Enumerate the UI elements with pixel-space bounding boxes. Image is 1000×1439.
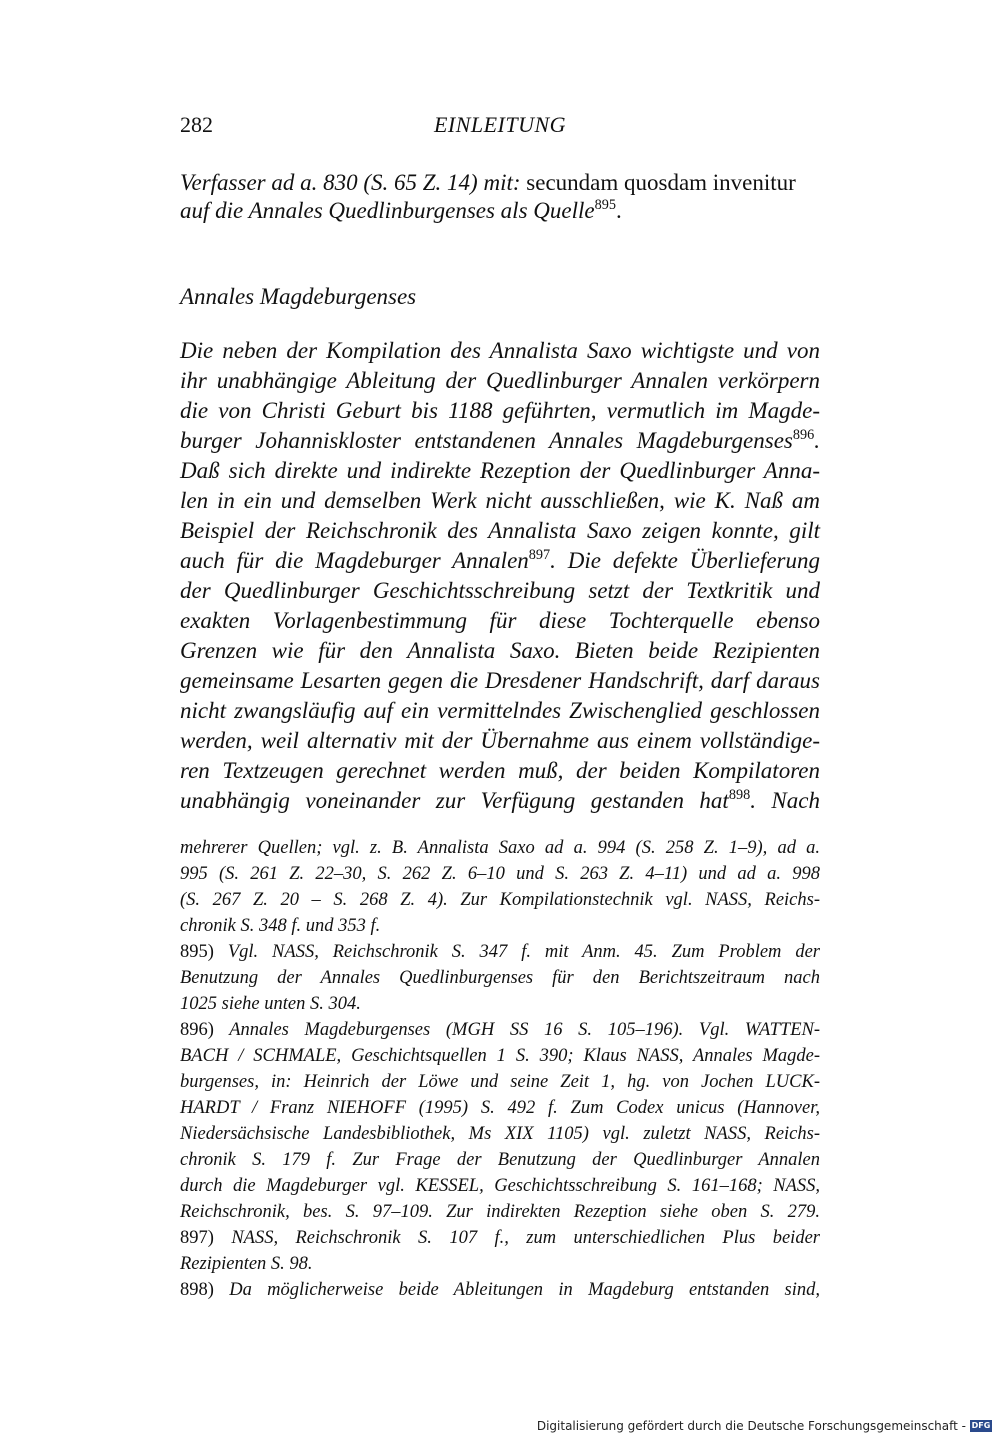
footnote-continuation-line: chronik S. 348 f. und 353 f. (180, 916, 381, 936)
footnote-897 (180, 1228, 820, 1249)
footnote-line: Reichschronik, bes. S. 97–109. Zur indirekten Rezeption siehe oben S. 279. (180, 1202, 820, 1222)
body-line: exakten Vorlagenbestimmung für diese Tochterquelle ebenso (180, 608, 820, 633)
footnote-text: NASS, Reichschronik S. 107 f., zum unterschiedlichen Plus beider (213, 1228, 820, 1248)
footnote-898 (180, 1280, 820, 1301)
footnote-continuation-line: 995 (S. 261 Z. 22–30, S. 262 Z. 6–10 und S. 263 Z. 4–11) und ad a. 998 (180, 864, 820, 884)
body-line: Grenzen wie für den Annalista Saxo. Bieten beide Rezipienten (180, 638, 820, 663)
body-line-text: auch für die Magdeburger Annalen (180, 548, 529, 573)
body-line: Die neben der Kompilation des Annalista Saxo wichtigste und von (180, 338, 820, 363)
footnote-continuation-line: mehrerer Quellen; vgl. z. B. Annalista Saxo ad a. 994 (S. 258 Z. 1–9), ad a. (180, 838, 820, 858)
footnote-ref-895[interactable]: 895 (594, 197, 616, 214)
body-line-text: burger Johanniskloster entstandenen Annales Magdeburgenses (180, 428, 793, 453)
footnote-text: Vgl. NASS, Reichschronik S. 347 f. mit Anm. 45. Zum Problem der (213, 942, 820, 962)
body-line-text: unabhängig voneinander zur Verfügung gestanden hat (180, 788, 729, 813)
body-line-with-ref (180, 428, 820, 454)
footnote-number: 895) (180, 942, 214, 962)
footnote-line: Niedersächsische Landesbibliothek, Ms XIX 1105) vgl. zuletzt NASS, Reichs- (180, 1124, 820, 1144)
footer-text: Digitalisierung gefördert durch die Deutsche Forschungsgemeinschaft - (536, 1419, 966, 1433)
running-head: EINLEITUNG (433, 112, 567, 137)
body-line: die von Christi Geburt bis 1188 geführten, vermutlich im Magde- (180, 398, 820, 423)
footnote-line: 1025 siehe unten S. 304. (180, 994, 361, 1014)
body-line: der Quedlinburger Geschichtsschreibung setzt der Textkritik und (180, 578, 820, 603)
footnote-number: 898) (180, 1280, 214, 1300)
footnote-number: 896) (180, 1020, 214, 1040)
section-heading: Annales Magdeburgenses (180, 284, 417, 309)
body-line: Beispiel der Reichschronik des Annalista Saxo zeigen konnte, gilt (180, 518, 820, 543)
body-line: gemeinsame Lesarten gegen die Dresdener Handschrift, darf daraus (180, 668, 820, 693)
dfg-logo: DFG (971, 1421, 991, 1430)
footnote-line: Rezipienten S. 98. (180, 1254, 313, 1274)
intro-line-2 (180, 198, 820, 224)
body-line-with-ref (180, 548, 820, 574)
footnote-ref-896[interactable]: 896 (792, 427, 815, 444)
footnote-ref-897[interactable]: 897 (528, 547, 551, 564)
body-line-continued: . Die defekte Überlieferung (550, 548, 820, 573)
intro-line-1-italic: Verfasser ad a. 830 (S. 65 Z. 14) mit: (180, 170, 521, 195)
footnote-text: Annales Magdeburgenses (MGH SS 16 S. 105–196). Vgl. WATTEN- (213, 1020, 820, 1040)
footnote-continuation-line: (S. 267 Z. 20 – S. 268 Z. 4). Zur Kompilationstechnik vgl. NASS, Reichs- (180, 890, 820, 910)
body-line-with-ref (180, 788, 820, 814)
body-line: Daß sich direkte und indirekte Rezeption der Quedlinburger Anna- (180, 458, 820, 483)
footnote-line: BACH / SCHMALE, Geschichtsquellen 1 S. 390; Klaus NASS, Annales Magde- (180, 1046, 820, 1066)
body-line: werden, weil alternativ mit der Übernahme aus einem vollständige- (180, 728, 820, 753)
intro-line-1 (180, 170, 820, 196)
intro-line-2-text: auf die Annales Quedlinburgenses als Quelle (180, 198, 595, 223)
body-line: len in ein und demselben Werk nicht ausschließen, wie K. Naß am (180, 488, 820, 513)
footnote-line: chronik S. 179 f. Zur Frage der Benutzung der Quedlinburger Annalen (180, 1150, 820, 1170)
footnote-line: burgenses, in: Heinrich der Löwe und seine Zeit 1, hg. von Jochen LUCK- (180, 1072, 820, 1092)
footnote-896 (180, 1020, 820, 1041)
footnote-895 (180, 942, 820, 963)
footnote-line: HARDT / Franz NIEHOFF (1995) S. 492 f. Zum Codex unicus (Hannover, (180, 1098, 820, 1118)
intro-line-2-end: . (615, 198, 622, 223)
footnote-number: 897) (180, 1228, 214, 1248)
body-line: nicht zwangsläufig auf ein vermittelndes Zwischenglied geschlossen (180, 698, 820, 723)
page-header (180, 112, 820, 144)
intro-line-1-latin: secundam quosdam invenitur (520, 170, 796, 195)
footnote-ref-898[interactable]: 898 (728, 787, 751, 804)
digitization-footer (537, 1419, 992, 1433)
footnote-line: durch die Magdeburger vgl. KESSEL, Geschichtsschreibung S. 161–168; NASS, (180, 1176, 820, 1196)
page-number: 282 (180, 112, 213, 137)
footnote-text: Da möglicherweise beide Ableitungen in Magdeburg entstanden sind, (213, 1280, 820, 1300)
body-line: ren Textzeugen gerechnet werden muß, der beiden Kompilatoren (180, 758, 820, 783)
body-line-punct: . (814, 428, 820, 453)
body-line-continued: . Nach (750, 788, 820, 813)
footnote-line: Benutzung der Annales Quedlinburgenses für den Berichtszeitraum nach (180, 968, 820, 988)
body-line: ihr unabhängige Ableitung der Quedlinburger Annalen verkörpern (180, 368, 820, 393)
